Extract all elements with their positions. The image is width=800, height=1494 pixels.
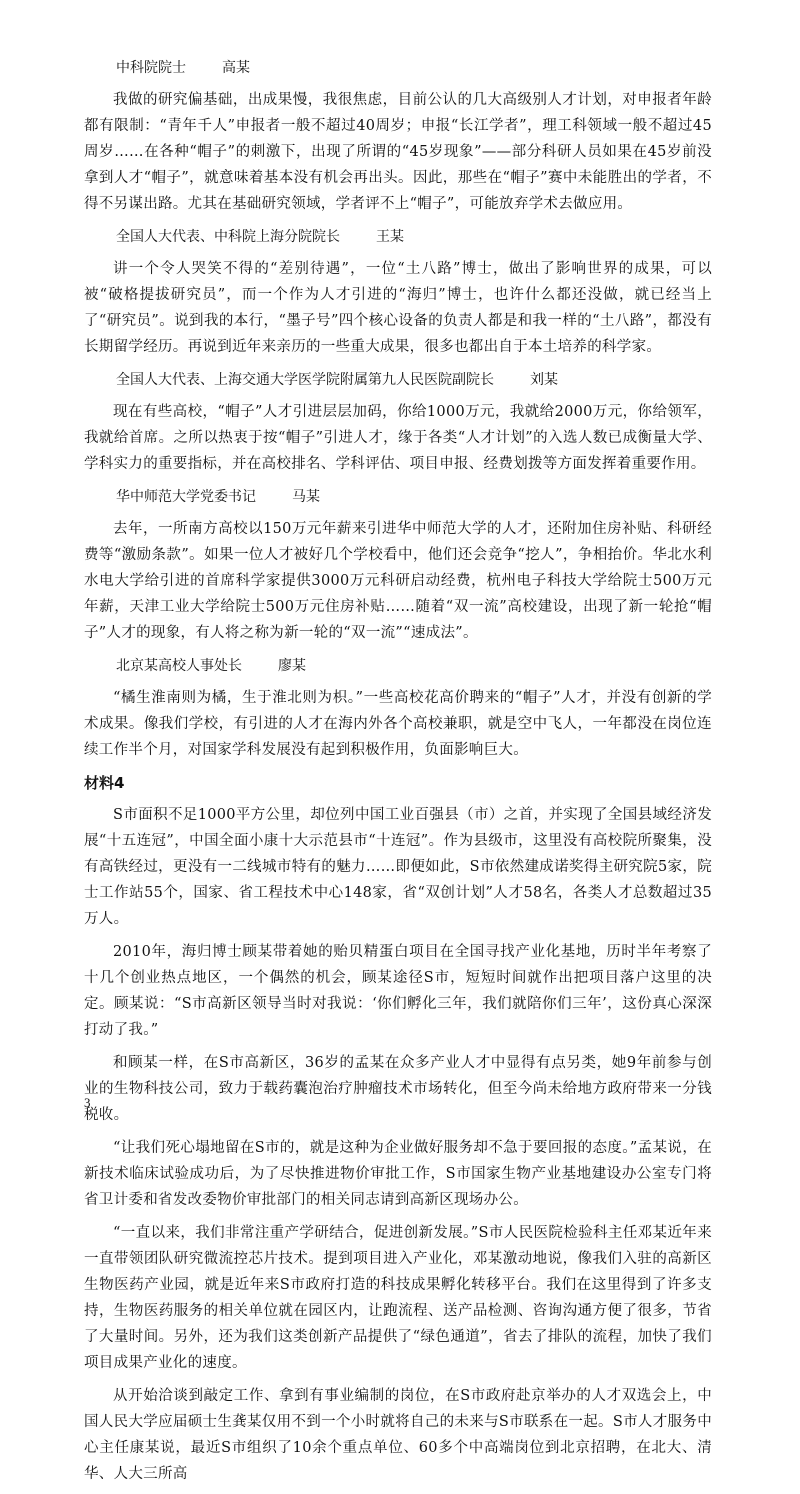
body-paragraph: 2010年，海归博士顾某带着她的贻贝精蛋白项目在全国寻找产业化基地，历时半年考察了十几个创业热点地区，一个偶然的机会，顾某途径S市，短短时间就作出把项目落户这里的决定。顾某说：“S市高新区领导当时对我说：‘你们孵化三年，我们就陪你们三年’，这份真心深深打动了我。” [84,944,712,1038]
body-paragraph: S市面积不足1000平方公里，却位列中国工业百强县（市）之首，并实现了全国县域经济发展“十五连冠”，中国全面小康十大示范县市“十连冠”。作为县级市，这里没有高校院所聚集，没有高铁经过，更没有一二线城市特有的魅力……即便如此，S市依然建成诺奖得主研究院5家，院士工作站55个，国家、省工程技术中心148家，省“双创计划”人才58名，各类人才总数超过35万人。 [84,807,712,927]
speaker-name: 马某 [292,489,320,505]
speaker-title: 北京某高校人事处长 [116,658,242,674]
body-paragraph: 从开始洽谈到敲定工作、拿到有事业编制的岗位，在S市政府赴京举办的人才双选会上，中国人民大学应届硕士生龚某仅用不到一个小时就将自己的未来与S市联系在一起。S市人才服务中心主任康某说，最近S市组织了10余个重点单位、60多个中高端岗位到北京招聘，在北大、清华、人大三所高 [84,1388,712,1482]
body-paragraph: “橘生淮南则为橘，生于淮北则为枳。”一些高校花高价聘来的“帽子”人才，并没有创新的学术成果。像我们学校，有引进的人才在海内外各个高校兼职，就是空中飞人，一年都没在岗位连续工作半个月，对国家学科发展没有起到积极作用，负面影响巨大。 [84,690,712,758]
speaker-title: 全国人大代表、上海交通大学医学院附属第九人民医院副院长 [116,372,494,388]
speaker-attribution [116,224,712,250]
speaker-name: 王某 [376,229,404,245]
page-number: 3 [84,1095,91,1110]
speaker-attribution [116,367,712,393]
body-paragraph: 讲一个令人哭笑不得的“差别待遇”，一位“土八路”博士，做出了影响世界的成果，可以被“破格提拔研究员”，而一个作为人才引进的“海归”博士，也许什么都还没做，就已经当上了“研究员”。说到我的本行，“墨子号”四个核心设备的负责人都是和我一样的“土八路”，都没有长期留学经历。再说到近年来亲历的一些重大成果，很多也都出自于本土培养的科学家。 [84,261,712,355]
speaker-title: 全国人大代表、中科院上海分院院长 [116,229,340,245]
body-paragraph: “让我们死心塌地留在S市的，就是这种为企业做好服务却不急于要回报的态度。”孟某说，在新技术临床试验成功后，为了尽快推进物价审批工作，S市国家生物产业基地建设办公室专门将省卫计委和省发改委物价审批部门的相关同志请到高新区现场办公。 [84,1140,712,1208]
body-paragraph: 现在有些高校，“帽子”人才引进层层加码，你给1000万元，我就给2000万元，你给领军，我就给首席。之所以热衷于按“帽子”引进人才，缘于各类“人才计划”的入选人数已成衡量大学、学科实力的重要指标，并在高校排名、学科评估、项目申报、经费划拨等方面发挥着重要作用。 [84,404,712,472]
speaker-name: 高某 [222,60,250,76]
body-paragraph: 我做的研究偏基础，出成果慢，我很焦虑，目前公认的几大高级别人才计划，对申报者年龄都有限制：“青年千人”申报者一般不超过40周岁；申报“长江学者”，理工科领域一般不超过45周岁……在各种“帽子”的刺激下，出现了所谓的“45岁现象”——部分科研人员如果在45岁前没拿到人才“帽子”，就意味着基本没有机会再出头。因此，那些在“帽子”赛中未能胜出的学者，不得不另谋出路。尤其在基础研究领域，学者评不上“帽子”，可能放弃学术去做应用。 [84,92,712,212]
speaker-name: 刘某 [530,372,558,388]
speaker-attribution [116,653,712,679]
body-paragraph: 去年，一所南方高校以150万元年薪来引进华中师范大学的人才，还附加住房补贴、科研经费等“激励条款”。如果一位人才被好几个学校看中，他们还会竞争“挖人”，争相抬价。华北水利水电大学给引进的首席科学家提供3000万元科研启动经费，杭州电子科技大学给院士500万元年薪，天津工业大学给院士500万元住房补贴……随着“双一流”高校建设，出现了新一轮抢“帽子”人才的现象，有人将之称为新一轮的“双一流”“速成法”。 [84,521,712,641]
speaker-title: 中科院院士 [116,60,186,76]
speaker-name: 廖某 [278,658,306,674]
speaker-attribution [116,484,712,510]
body-paragraph: “一直以来，我们非常注重产学研结合，促进创新发展。”S市人民医院检验科主任邓某近年来一直带领团队研究微流控芯片技术。提到项目进入产业化，邓某激动地说，像我们入驻的高新区生物医药产业园，就是近年来S市政府打造的科技成果孵化转移平台。我们在这里得到了许多支持，生物医药服务的相关单位就在园区内，让跑流程、送产品检测、咨询沟通方便了很多，节省了大量时间。另外，还为我们这类创新产品提供了“绿色通道”，省去了排队的流程，加快了我们项目成果产业化的速度。 [84,1225,712,1371]
speaker-title: 华中师范大学党委书记 [116,489,256,505]
section-heading: 材料4 [84,774,125,792]
page-content [84,55,712,1494]
body-paragraph: 和顾某一样，在S市高新区，36岁的孟某在众多产业人才中显得有点另类，她9年前参与创业的生物科技公司，致力于载药囊泡治疗肿瘤技术市场转化，但至今尚未给地方政府带来一分钱税收。 [84,1055,712,1123]
speaker-attribution [116,55,712,81]
